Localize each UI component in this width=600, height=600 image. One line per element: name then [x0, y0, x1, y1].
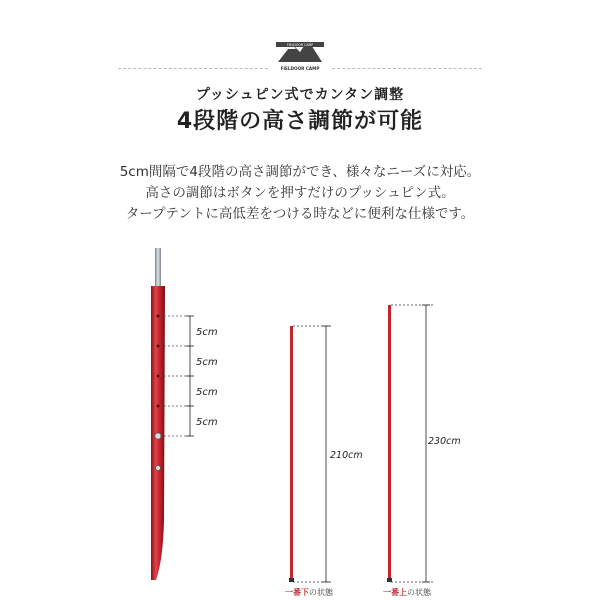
pin-hole: [157, 375, 160, 378]
height-label-high: 230cm: [428, 436, 461, 447]
subtitle: プッシュピン式でカンタン調整: [195, 87, 405, 103]
pin-hole: [157, 315, 160, 318]
page-title: 4段階の高さ調節が可能: [176, 109, 424, 134]
height-label-low: 210cm: [330, 450, 363, 461]
logo-top-text: FIELDOOR CAMP: [286, 43, 314, 47]
pole-tip: [155, 248, 161, 288]
interval-label: 5cm: [196, 387, 218, 398]
interval-label: 5cm: [196, 417, 218, 428]
state-label-low-rest: の状態: [309, 588, 333, 597]
interval-label: 5cm: [196, 357, 218, 368]
interval-label: 5cm: [196, 327, 218, 338]
logo-bottom-text: FIELDOOR CAMP: [280, 66, 320, 71]
description-line: 5cm間隔で4段階の高さ調節ができ、様々なニーズに対応。: [119, 164, 481, 180]
state-label-low: [285, 587, 334, 597]
push-pin: [156, 466, 161, 471]
pole-low: [290, 326, 293, 582]
state-label-high-rest: の状態: [407, 588, 431, 597]
state-label-high-highlight: 一番上: [383, 588, 407, 597]
pole-high: [388, 305, 391, 582]
state-label-low-highlight: 一番下: [285, 588, 309, 597]
state-label-high: [383, 587, 432, 597]
pin-hole: [157, 345, 160, 348]
description-line: 高さの調節はボタンを押すだけのプッシュピン式。: [145, 185, 455, 201]
description-line: タープテントに高低差をつける時などに便利な仕様です。: [125, 206, 475, 222]
pin-hole: [157, 405, 160, 408]
